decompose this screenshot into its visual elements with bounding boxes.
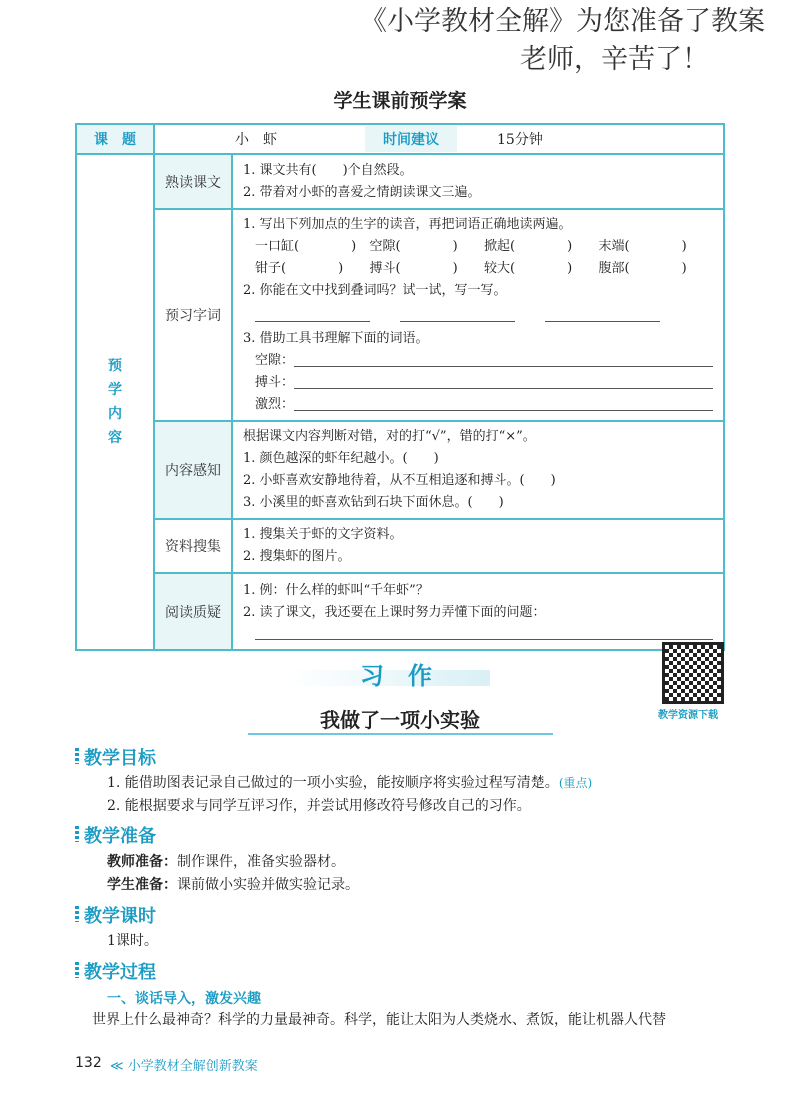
key-point-tag: (重点): [558, 776, 593, 790]
goals-heading: 教学目标: [75, 744, 156, 770]
student-prep-label: 学生准备：: [107, 877, 177, 893]
term: 搏斗：: [255, 375, 295, 390]
process-heading: 教学过程: [75, 958, 156, 984]
word: 末端( ): [598, 239, 687, 254]
prep-heading: 教学准备: [75, 822, 156, 848]
row-label: 阅读质疑: [154, 573, 232, 650]
topic-label: 课 题: [76, 124, 154, 154]
word: 较大( ): [484, 261, 573, 276]
item: 2. 小虾喜欢安静地待着，从不互相追逐和搏斗。( ): [243, 473, 556, 488]
word: 一口缸( ): [255, 239, 357, 254]
process-subheading: 一、谈话导入，激发兴趣: [107, 991, 261, 1007]
item: 2. 你能在文中找到叠词吗？试一试，写一写。: [243, 283, 507, 298]
answer-line[interactable]: [294, 372, 713, 389]
row-label: 内容感知: [154, 421, 232, 519]
qr-code-icon[interactable]: [662, 642, 724, 704]
lesson-title: 我做了一项小实验: [320, 708, 480, 732]
teacher-prep: 制作课件，准备实验器材。: [177, 854, 345, 870]
item: 3. 小溪里的虾喜欢钻到石块下面休息。( ): [243, 495, 504, 510]
word: 掀起( ): [484, 239, 573, 254]
hours-text: 1课时。: [107, 933, 158, 949]
answer-line[interactable]: [255, 624, 713, 640]
book-title-text: 小学教材全解创新教案: [127, 1059, 258, 1074]
word: 腹部( ): [598, 261, 687, 276]
term: 激烈：: [255, 397, 295, 412]
teacher-prep-label: 教师准备：: [107, 854, 177, 870]
word: 钳子( ): [255, 261, 344, 276]
row-label: 资料搜集: [154, 519, 232, 573]
item: 1. 颜色越深的虾年纪越小。( ): [243, 451, 439, 466]
word-grid: [243, 236, 713, 280]
qr-caption: 教学资源下载: [658, 710, 718, 721]
page-title: 学生课前预学案: [333, 90, 467, 112]
word: 搏斗( ): [369, 261, 458, 276]
section-label: 预学内容: [108, 358, 122, 446]
goal-item: 1. 能借助图表记录自己做过的一项小实验，能按顺序将实验过程写清楚。: [107, 775, 559, 791]
watermark-line2: 老师，辛苦了！: [520, 44, 709, 75]
goal-item: 2. 能根据要求与同学互评习作，并尝试用修改符号修改自己的习作。: [107, 798, 531, 814]
item: 根据课文内容判断对错，对的打“√”，错的打“×”。: [243, 429, 536, 444]
item: 1. 课文共有( )个自然段。: [243, 162, 413, 178]
preview-table: [75, 123, 725, 651]
process-text: 世界上什么最神奇？科学的力量最神奇。科学，能让太阳为人类烧水、煮饭，能让机器人代替: [92, 1012, 666, 1028]
word: 空隙( ): [369, 239, 458, 254]
time-value: 15分钟: [497, 132, 543, 148]
answer-blanks[interactable]: [243, 302, 713, 328]
answer-line[interactable]: [294, 394, 713, 411]
unit-title: 习 作: [360, 662, 432, 690]
book-title: [110, 1055, 258, 1074]
watermark-line1: 《小学教材全解》为您准备了教案: [360, 6, 765, 37]
page-number: 132: [75, 1055, 102, 1071]
answer-line[interactable]: [294, 350, 713, 367]
item: 1. 写出下列加点的生字的读音，再把词语正确地读两遍。: [243, 217, 572, 232]
item: 2. 搜集虾的图片。: [243, 549, 351, 564]
item: 1. 例：什么样的虾叫“千年虾”？: [243, 582, 429, 598]
chevron-left-icon: ≪: [110, 1059, 128, 1074]
topic-value: 小 虾: [235, 132, 277, 148]
student-prep: 课前做小实验并做实验记录。: [177, 877, 359, 893]
item: 2. 带着对小虾的喜爱之情朗读课文三遍。: [243, 184, 481, 200]
hours-heading: 教学课时: [75, 902, 156, 928]
row-label: 预习字词: [154, 209, 232, 421]
row-label: 熟读课文: [154, 154, 232, 209]
item: 1. 搜集关于虾的文字资料。: [243, 527, 403, 542]
time-label: 时间建议: [365, 126, 457, 152]
term: 空隙：: [255, 353, 295, 368]
item: 2. 读了课文，我还要在上课时努力弄懂下面的问题：: [243, 604, 546, 620]
item: 3. 借助工具书理解下面的词语。: [243, 331, 429, 346]
